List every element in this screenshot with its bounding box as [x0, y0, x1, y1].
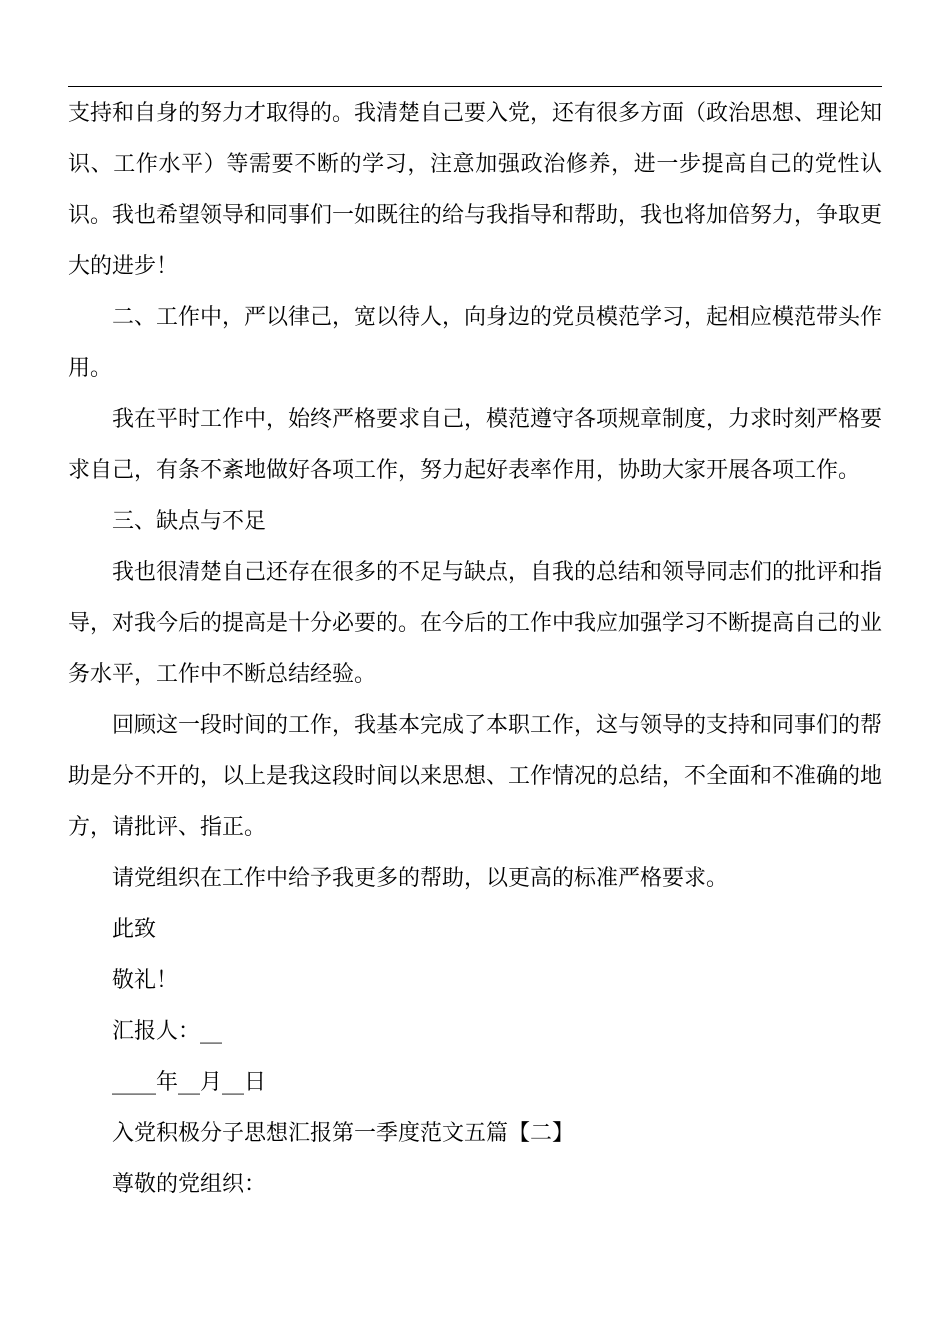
paragraph: 请党组织在工作中给予我更多的帮助，以更高的标准严格要求。 — [112, 866, 729, 891]
section-heading-2: 二、工作中，严以律己，宽以待人，向身边的党员模范学习，起相应模范带头作用。 — [68, 305, 883, 381]
paragraph-continuation: 支持和自身的努力才取得的。我清楚自己要入党，还有很多方面（政治思想、理论知识、工作水平）等需要不断的学习，注意加强政治修养，进一步提高自己的党性认识。我也希望领导和同事们一如既往的给与我指导和帮助，我也将加倍努力，争取更大的进步！ — [68, 101, 883, 279]
closing-regards: 敬礼！ — [112, 968, 179, 993]
date-line: ____年__月__日 — [112, 1070, 267, 1095]
header-rule — [68, 86, 882, 87]
article-title: 入党积极分子思想汇报第一季度范文五篇【二】 — [112, 1121, 575, 1146]
paragraph: 回顾这一段时间的工作，我基本完成了本职工作，这与领导的支持和同事们的帮助是分不开的，以上是我这段时间以来思想、工作情况的总结，不全面和不准确的地方，请批评、指正。 — [68, 713, 883, 840]
reporter-line: 汇报人：__ — [112, 1019, 223, 1044]
document-body — [68, 88, 882, 1210]
closing-salutation: 此致 — [112, 917, 157, 942]
paragraph: 我在平时工作中，始终严格要求自己，模范遵守各项规章制度，力求时刻严格要求自己，有条不紊地做好各项工作，努力起好表率作用，协助大家开展各项工作。 — [68, 407, 883, 483]
paragraph: 我也很清楚自己还存在很多的不足与缺点，自我的总结和领导同志们的批评和指导，对我今后的提高是十分必要的。在今后的工作中我应加强学习不断提高自己的业务水平，工作中不断总结经验。 — [68, 560, 883, 687]
section-heading-3: 三、缺点与不足 — [112, 509, 267, 534]
greeting: 尊敬的党组织： — [112, 1172, 267, 1197]
